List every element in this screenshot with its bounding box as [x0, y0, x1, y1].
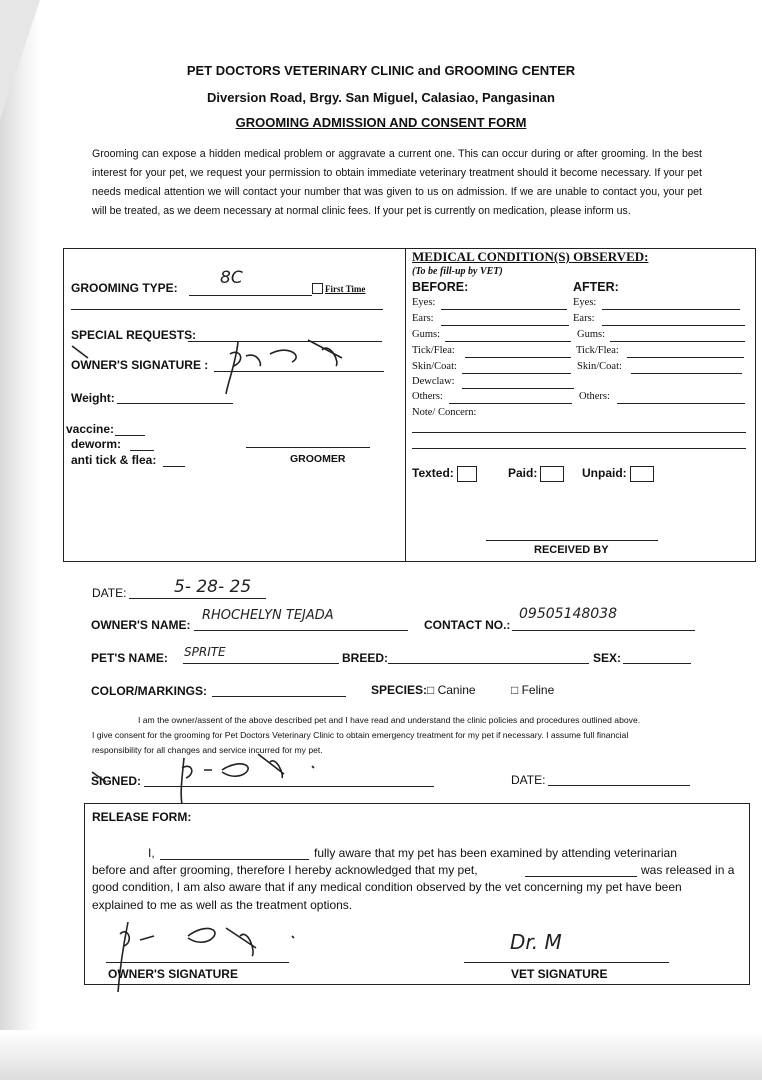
medical-subtitle: (To be fill-up by VET) [412, 266, 503, 277]
before-skincoat-line [462, 373, 571, 374]
deworm-line [130, 450, 154, 451]
before-others-label: Others: [412, 391, 443, 402]
grooming-type-value[interactable]: 8C [220, 268, 243, 288]
anti-tick-line [163, 466, 185, 467]
release-title: RELEASE FORM: [92, 810, 192, 824]
after-tickflea-label: Tick/Flea: [576, 345, 619, 356]
vet-signature-mark: Dr. M [510, 930, 562, 954]
before-others-line [449, 403, 572, 404]
form-title: GROOMING ADMISSION AND CONSENT FORM [235, 115, 527, 130]
paid-checkbox[interactable] [540, 466, 564, 482]
date-value[interactable]: 5- 28- 25 [174, 577, 252, 597]
sex-label: SEX: [593, 651, 622, 665]
color-label: COLOR/MARKINGS: [91, 684, 207, 698]
release-line1-start: I, [148, 846, 155, 860]
after-ears-line [602, 325, 745, 326]
owner-signature-label: OWNER'S SIGNATURE : [71, 358, 209, 372]
sex-line [623, 663, 691, 664]
note-line-2 [412, 448, 746, 449]
after-eyes-line [602, 309, 740, 310]
release-owner-signature-mark [106, 912, 306, 997]
release-line2-start: before and after grooming, therefore I hereby acknowledged that my pet, [92, 863, 478, 877]
vaccine-line [115, 435, 145, 436]
after-others-label: Others: [579, 391, 610, 402]
first-time-checkbox[interactable] [312, 283, 323, 294]
clinic-name: PET DOCTORS VETERINARY CLINIC and GROOMING CENTER [186, 63, 576, 78]
unpaid-checkbox[interactable] [630, 466, 654, 482]
contact-value[interactable]: 09505148038 [519, 606, 617, 622]
vaccine-label: vaccine: [66, 422, 115, 436]
vet-signature-label: VET SIGNATURE [511, 967, 608, 981]
consent-line-2: I give consent for the grooming for Pet Doctors Veterinary Clinic to obtain emergency treatment for my pet if necessary. I assume full financial [92, 730, 629, 740]
received-by-label: RECEIVED BY [534, 544, 609, 556]
anti-tick-label: anti tick & flea: [71, 453, 157, 467]
intro-paragraph: Grooming can expose a hidden medical problem or aggravate a current one. This can occur during or after grooming. In the best interest for your pet, we request your permission to obtain immediate veterinary treatment should it become necessary. If your pet needs medical attention we will contact your number that was given to us on admission. If we are unable to contact you, your pet will be treated, as we deem necessary at normal clinic fees. If your pet is currently on medication, please inform us. [92, 148, 702, 217]
consent-signature-mark [88, 748, 328, 806]
before-heading: BEFORE: [412, 280, 469, 294]
color-line [212, 696, 346, 697]
texted-field[interactable] [412, 466, 477, 482]
date-label: DATE: [92, 586, 127, 600]
contact-label: CONTACT NO.: [424, 618, 511, 632]
vet-signature-line [464, 962, 669, 963]
dewclaw-label: Dewclaw: [412, 376, 455, 387]
release-pet-line [525, 876, 637, 877]
species-canine[interactable]: □ Canine [427, 683, 476, 697]
unpaid-field[interactable] [582, 466, 654, 482]
after-skincoat-label: Skin/Coat: [577, 361, 622, 372]
grooming-type-line [189, 295, 312, 296]
before-tickflea-label: Tick/Flea: [412, 345, 455, 356]
after-gums-line [610, 341, 745, 342]
scan-left-shadow [0, 0, 40, 1080]
grooming-type-label: GROOMING TYPE: [71, 281, 178, 295]
clinic-address: Diversion Road, Brgy. San Miguel, Calasiao, Pangasinan [207, 90, 555, 105]
after-tickflea-line [627, 357, 744, 358]
contact-line [512, 630, 695, 631]
weight-label: Weight: [71, 391, 115, 405]
paid-label: Paid: [508, 466, 538, 481]
received-by-line [486, 540, 658, 541]
breed-line [388, 663, 589, 664]
before-eyes-label: Eyes: [412, 297, 436, 308]
groomer-label: GROOMER [290, 453, 346, 465]
groomer-line [246, 447, 370, 448]
texted-label: Texted: [412, 466, 454, 481]
breed-label: BREED: [342, 651, 389, 665]
before-eyes-line [441, 309, 567, 310]
texted-checkbox[interactable] [457, 466, 477, 482]
grooming-type-line-2 [71, 309, 383, 310]
deworm-label: deworm: [71, 437, 122, 451]
first-time-label: First Time [325, 284, 366, 294]
after-gums-label: Gums: [577, 329, 606, 340]
release-line1-end: fully aware that my pet has been examined by attending veterinarian [314, 846, 677, 860]
pet-name-label: PET'S NAME: [91, 651, 168, 665]
note-line-1 [412, 432, 746, 433]
before-skincoat-label: Skin/Coat: [412, 361, 457, 372]
special-requests-label: SPECIAL REQUESTS: [71, 328, 197, 342]
release-line3: good condition, I am also aware that if any medical condition observed by the vet concerning my pet have been [92, 880, 682, 894]
owner-name-value[interactable]: RHOCHELYN TEJADA [202, 608, 334, 623]
species-feline[interactable]: □ Feline [511, 683, 555, 697]
release-owner-signature-label: OWNER'S SIGNATURE [108, 967, 238, 981]
after-skincoat-line [631, 373, 742, 374]
release-name-line [160, 859, 309, 860]
pet-name-value[interactable]: SPRITE [184, 645, 226, 659]
species-label: SPECIES: [371, 683, 428, 697]
signed-label: SIGNED: [91, 774, 142, 788]
weight-line [117, 403, 233, 404]
after-others-line [617, 403, 745, 404]
consent-date-line [548, 785, 690, 786]
after-eyes-label: Eyes: [573, 297, 597, 308]
consent-line-1: I am the owner/assent of the above described pet and I have read and understand the clinic policies and procedures outlined above. [138, 715, 641, 725]
after-ears-label: Ears: [573, 313, 595, 324]
grooming-box [63, 248, 756, 562]
consent-line-3: responsibility for all changes and service incurred for my pet. [92, 745, 323, 755]
before-tickflea-line [465, 357, 571, 358]
medical-title: MEDICAL CONDITION(S) OBSERVED: [412, 249, 649, 264]
before-gums-line [445, 341, 571, 342]
owner-signature-line-release [106, 962, 289, 963]
before-ears-label: Ears: [412, 313, 434, 324]
pet-name-line [183, 663, 339, 664]
note-concern-label: Note/ Concern: [412, 407, 477, 418]
unpaid-label: Unpaid: [582, 466, 627, 481]
after-heading: AFTER: [573, 280, 619, 294]
dewclaw-line [462, 388, 574, 389]
before-ears-line [441, 325, 569, 326]
scan-bottom-edge [0, 1030, 762, 1080]
date-line [129, 598, 266, 599]
before-gums-label: Gums: [412, 329, 441, 340]
owner-name-line [194, 630, 408, 631]
release-line4: explained to me as well as the treatment options. [92, 898, 353, 912]
box-divider [405, 248, 406, 562]
owner-name-label: OWNER'S NAME: [91, 618, 191, 632]
release-line2-end: was released in a [641, 863, 735, 877]
paid-field[interactable] [508, 466, 564, 482]
consent-date-label: DATE: [511, 773, 546, 787]
